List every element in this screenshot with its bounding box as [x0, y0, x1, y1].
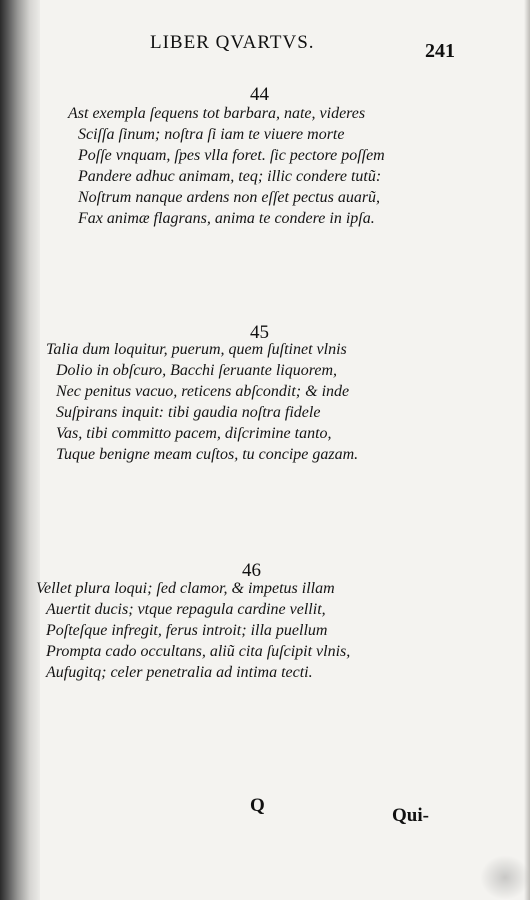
verse-line: Dolio in obſcuro, Bacchi ſeruante liquorem,: [56, 362, 337, 379]
verse-line: Auertit ducis; vtque repagula cardine vellit,: [46, 601, 326, 618]
signature-mark: Q: [250, 795, 265, 816]
verse-line: Noſtrum nanque ardens non eſſet pectus auarũ,: [78, 189, 381, 206]
verse-line: Vas, tibi committo pacem, diſcrimine tanto,: [56, 425, 332, 442]
verse-line: Aufugitq; celer penetralia ad intima tecti.: [46, 664, 313, 681]
verse-line: Talia dum loquitur, puerum, quem ſuſtinet vlnis: [46, 341, 347, 358]
verse-line: Tuque benigne meam cuſtos, tu concipe gazam.: [56, 446, 359, 463]
verse-line: Sciſſa ſinum; noſtra ſi iam te viuere morte: [78, 126, 345, 143]
verse-line: Poſſe vnquam, ſpes vlla foret. ſic pectore poſſem: [78, 147, 385, 164]
stanza-number-44: 44: [250, 84, 269, 105]
verse-line: Nec penitus vacuo, reticens abſcondit; & inde: [56, 383, 350, 400]
page-number: 241: [425, 40, 455, 62]
stanza-number-46: 46: [242, 560, 261, 581]
book-gutter-shadow: [0, 0, 40, 900]
catchword: Qui-: [392, 805, 429, 826]
stanza-45-text: [46, 339, 358, 465]
running-head: LIBER QVARTVS.: [150, 32, 315, 53]
stanza-44-text: [68, 103, 385, 229]
verse-line: Suſpirans inquit: tibi gaudia noſtra fidele: [56, 404, 321, 421]
verse-line: Prompta cado occultans, aliũ cita ſuſcipit vlnis,: [46, 643, 351, 660]
stanza-number-45: 45: [250, 322, 269, 343]
verse-line: Vellet plura loqui; ſed clamor, & impetus illam: [36, 580, 335, 597]
verse-line: Pandere adhuc animam, teq; illic condere tutũ:: [78, 168, 382, 185]
verse-line: Fax animæ flagrans, anima te condere in ipſa.: [78, 210, 375, 227]
verse-line: Ast exempla ſequens tot barbara, nate, videres: [68, 105, 366, 122]
page-edge: [524, 0, 530, 900]
stanza-46-text: [36, 578, 350, 683]
verse-line: Poſteſque infregit, ferus introit; illa puellum: [46, 622, 328, 639]
page-stain: [480, 855, 530, 900]
